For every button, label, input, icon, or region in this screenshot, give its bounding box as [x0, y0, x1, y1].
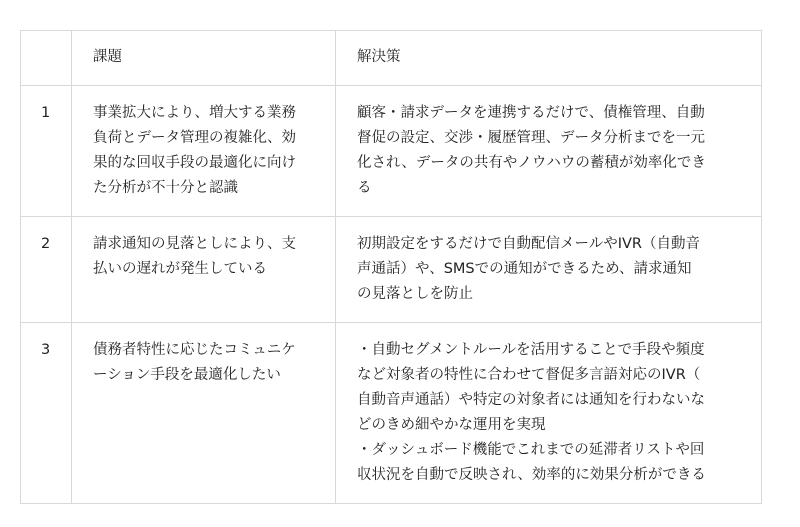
issues-solutions-table: [20, 30, 762, 504]
table-row: [21, 217, 762, 323]
table-row: [21, 323, 762, 504]
row-solution: 顧客・請求データを連携するだけで、債権管理、自動 督促の設定、交渉・履歴管理、データ分析までを一元 化され、データの共有やノウハウの蓄積が効率化でき る: [336, 86, 762, 217]
header-issue-cell: 課題: [72, 31, 336, 86]
row-number: 2: [21, 217, 72, 323]
table-header-row: [21, 31, 762, 86]
row-issue: 事業拡大により、増大する業務 負荷とデータ管理の複雑化、効 果的な回収手段の最適化に向け た分析が不十分と認識: [72, 86, 336, 217]
row-solution: ・自動セグメントルールを活用することで手段や頻度 など対象者の特性に合わせて督促多言語対応のIVR（ 自動音声通話）や特定の対象者には通知を行わないな どのきめ細やかな運用を実現 ・ダッシュボード機能でこれまでの延滞者リストや回 収状況を自動で反映され、効率的に効果分析ができる: [336, 323, 762, 504]
header-number-cell: [21, 31, 72, 86]
row-number: 1: [21, 86, 72, 217]
header-solution-cell: 解決策: [336, 31, 762, 86]
row-issue: 債務者特性に応じたコミュニケ ーション手段を最適化したい: [72, 323, 336, 504]
row-number: 3: [21, 323, 72, 504]
row-issue: 請求通知の見落としにより、支 払いの遅れが発生している: [72, 217, 336, 323]
row-solution: 初期設定をするだけで自動配信メールやIVR（自動音 声通話）や、SMSでの通知ができるため、請求通知 の見落としを防止: [336, 217, 762, 323]
table-row: [21, 86, 762, 217]
